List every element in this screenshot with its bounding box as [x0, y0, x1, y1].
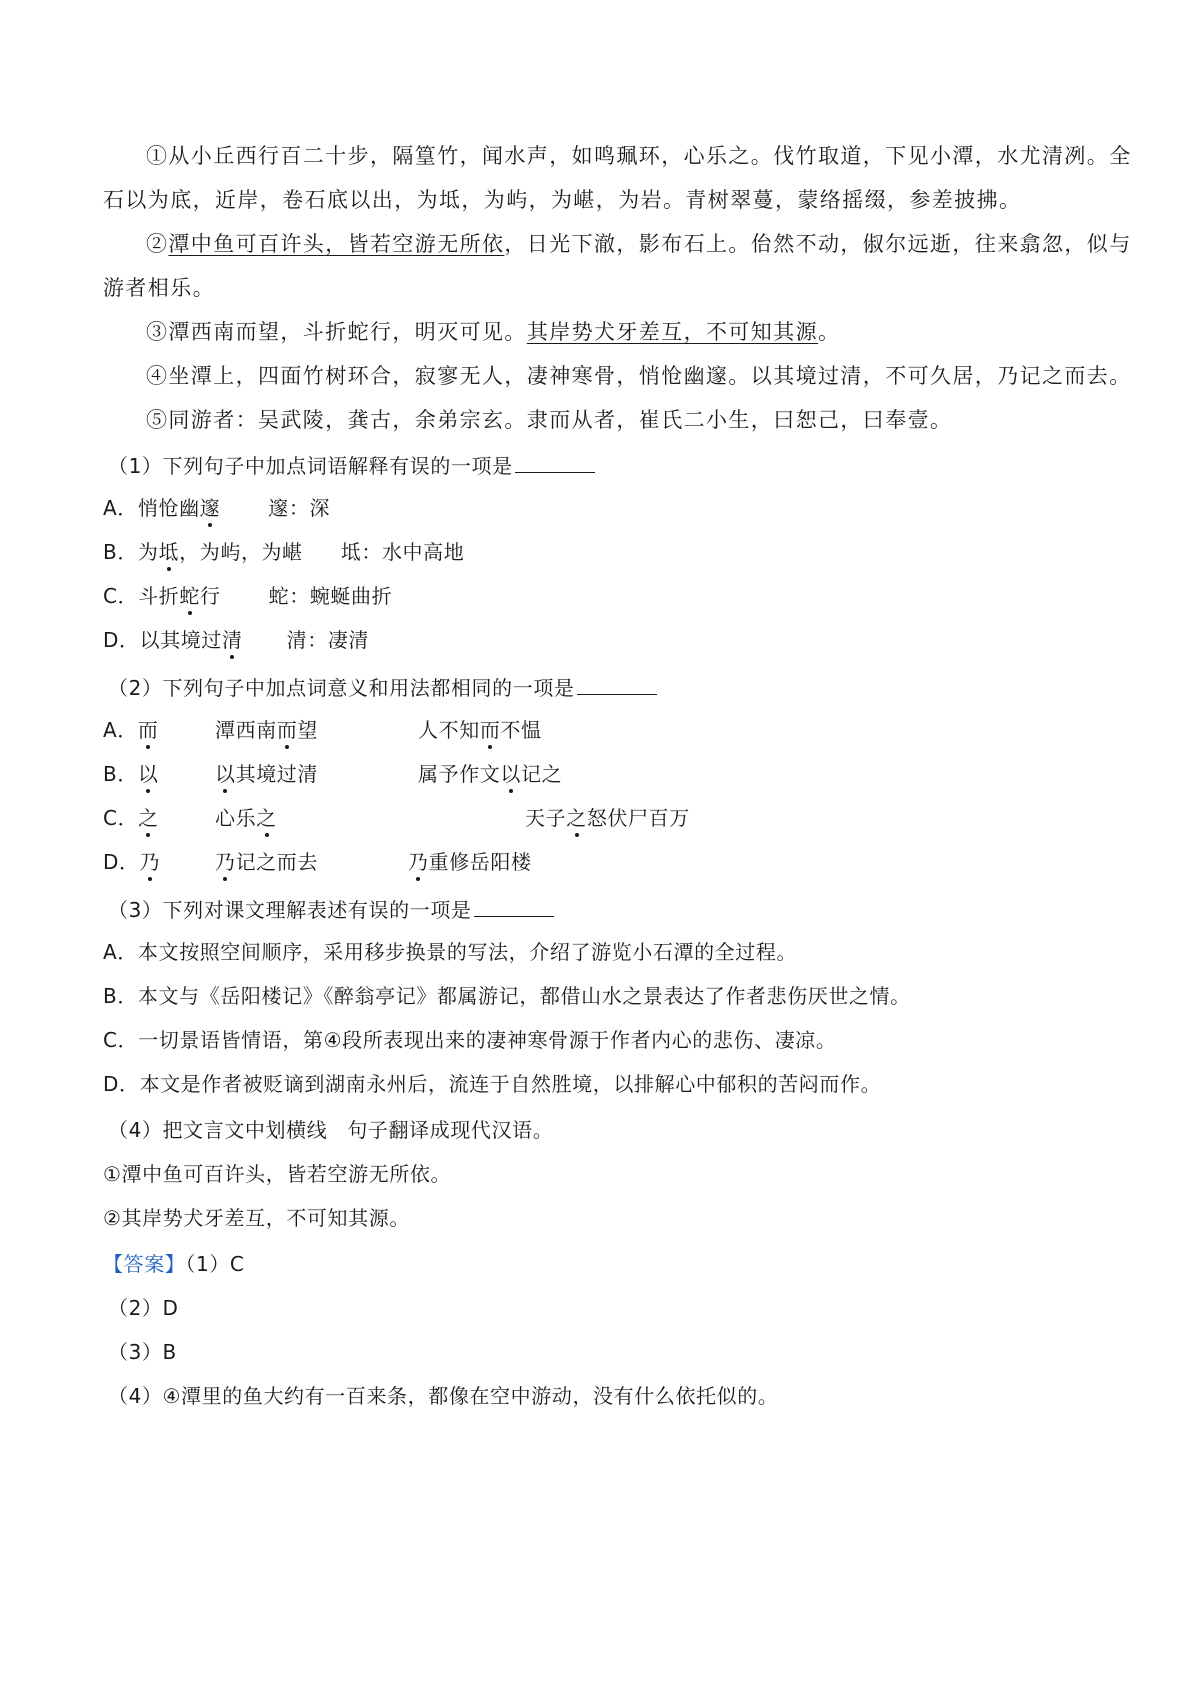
- q2-c-sentence2: [525, 804, 690, 832]
- passage-p4: ④坐潭上，四面竹树环合，寂寥无人，凄神寒骨，悄怆幽邃。以其境过清，不可久居，乃记之而去。: [146, 364, 1132, 388]
- option-text: 记之: [521, 762, 563, 786]
- dotted-word: 清: [222, 628, 243, 652]
- option-text: 心乐: [215, 806, 257, 830]
- option-gloss: 坻：水中高地: [340, 540, 465, 564]
- option-text: 人不知: [418, 718, 480, 742]
- q3-stem-text: （3）下列对课文理解表述有误的一项是: [108, 898, 472, 922]
- q2-b-sentence2: [418, 760, 562, 788]
- q2-stem: [108, 674, 657, 702]
- q1-option-c: [103, 582, 392, 610]
- dotted-word: 以: [137, 762, 159, 786]
- q2-option-b: [103, 760, 159, 788]
- para-number: ②: [146, 232, 169, 256]
- dotted-word: 之: [256, 806, 277, 830]
- q1-option-b: [103, 538, 464, 566]
- q2-a-sentence2: [418, 716, 542, 744]
- option-text: B．为: [103, 540, 159, 564]
- dotted-word: 蛇: [179, 584, 200, 608]
- option-gloss: 清：凄清: [286, 628, 370, 652]
- q4-sentence-1: ①潭中鱼可百许头，皆若空游无所依。: [103, 1162, 452, 1186]
- option-text: A．悄怆幽: [103, 496, 200, 520]
- q3-option-d: D．本文是作者被贬谪到湖南永州后，流连于自然胜境，以排解心中郁积的苦闷而作。: [103, 1072, 882, 1096]
- answer-blank: [474, 896, 554, 917]
- dotted-word: 以: [500, 762, 522, 786]
- passage-p5: ⑤同游者：吴武陵，龚古，余弟宗玄。隶而从者，崔氏二小生，曰恕己，曰奉壹。: [146, 408, 953, 432]
- option-label: A．: [103, 718, 138, 742]
- answer-blank: [515, 452, 595, 473]
- passage-p2-line2: 游者相乐。: [103, 276, 215, 300]
- option-text: 潭西南: [215, 718, 277, 742]
- option-text: 怒伏尸百万: [586, 806, 690, 830]
- answer-line-4: （4）④潭里的鱼大约有一百来条，都像在空中游动，没有什么依托似的。: [108, 1384, 779, 1408]
- dotted-word: 而: [137, 718, 159, 742]
- answer-blank: [577, 674, 657, 695]
- q4-stem-text: （4）把文言文中划横线: [108, 1118, 328, 1142]
- answer-text: （1）C: [185, 1252, 245, 1276]
- passage-p2-line1: [146, 230, 1132, 258]
- dotted-word: 乃: [215, 850, 236, 874]
- q4-stem-text: 句子翻译成现代汉语。: [347, 1118, 554, 1142]
- q1-stem: [108, 452, 595, 480]
- dotted-word: 乃: [408, 850, 429, 874]
- dotted-word: 之: [138, 806, 159, 830]
- option-text: ，为屿，为嵁: [179, 540, 303, 564]
- option-text: 重修岳阳楼: [428, 850, 532, 874]
- q1-stem-text: （1）下列句子中加点词语解释有误的一项是: [108, 454, 513, 478]
- option-text: C．斗折: [103, 584, 180, 608]
- q2-d-sentence2: [408, 848, 532, 876]
- option-gloss: 邃：深: [268, 496, 331, 520]
- option-text: 天子: [525, 806, 567, 830]
- dotted-word: 乃: [139, 850, 161, 874]
- q3-stem: [108, 896, 554, 924]
- underlined-sentence-1: 潭中鱼可百许头，皆若空游无所依: [168, 232, 505, 256]
- dotted-word: 坻: [158, 540, 180, 564]
- q3-option-c: C．一切景语皆情语，第④段所表现出来的凄神寒骨源于作者内心的悲伤、凄凉。: [103, 1028, 837, 1052]
- dotted-word: 邃: [199, 496, 221, 520]
- passage-text: 。: [818, 320, 841, 344]
- passage-p3: [146, 318, 840, 346]
- passage-p1-line2: 石以为底，近岸，卷石底以出，为坻，为屿，为嵁，为岩。青树翠蔓，蒙络摇缀，参差披拂。: [103, 188, 1022, 212]
- q2-a-sentence1: [215, 716, 318, 744]
- option-text: D．以其境过: [103, 628, 223, 652]
- q4-sentence-2: ②其岸势犬牙差互，不可知其源。: [103, 1206, 410, 1230]
- answer-line-3: （3）B: [108, 1340, 177, 1364]
- answer-line-2: （2）D: [108, 1296, 179, 1320]
- q3-option-a: A．本文按照空间顺序，采用移步换景的写法，介绍了游览小石潭的全过程。: [103, 940, 798, 964]
- option-text: 行: [199, 584, 221, 608]
- option-label: B．: [103, 762, 138, 786]
- passage-p1-line1: ①从小丘西行百二十步，隔篁竹，闻水声，如鸣珮环，心乐之。伐竹取道，下见小潭，水尤清冽。全: [146, 144, 1132, 168]
- underlined-sentence-2: 其岸势犬牙差互，不可知其源: [526, 320, 819, 344]
- dotted-word: 以: [215, 762, 236, 786]
- q2-stem-text: （2）下列句子中加点词意义和用法都相同的一项是: [108, 676, 575, 700]
- option-text: 其境过清: [235, 762, 319, 786]
- q2-option-a: [103, 716, 159, 744]
- q1-option-d: [103, 626, 369, 654]
- answer-line-1: [103, 1250, 245, 1278]
- q2-option-d: [103, 848, 160, 876]
- dotted-word: 而: [479, 718, 501, 742]
- q2-c-sentence1: [215, 804, 277, 832]
- q3-option-b: B．本文与《岳阳楼记》《醉翁亭记》都属游记，都借山水之景表达了作者悲伤厌世之情。: [103, 984, 911, 1008]
- passage-text: ③潭西南而望，斗折蛇行，明灭可见。: [146, 320, 527, 344]
- passage-text: ，日光下澈，影布石上。佁然不动，俶尔远逝，往来翕忽，似与: [504, 232, 1132, 256]
- q1-option-a: [103, 494, 330, 522]
- q2-b-sentence1: [215, 760, 318, 788]
- q2-option-c: [103, 804, 159, 832]
- q2-d-sentence1: [215, 848, 318, 876]
- option-text: 属予作文: [418, 762, 501, 786]
- option-text: 记之而去: [235, 850, 319, 874]
- option-label: D．: [103, 850, 140, 874]
- option-text: 不愠: [500, 718, 542, 742]
- dotted-word: 而: [276, 718, 298, 742]
- q4-stem: [108, 1116, 553, 1144]
- answer-tag: 【答案】: [103, 1252, 186, 1276]
- option-gloss: 蛇：蜿蜒曲折: [268, 584, 393, 608]
- dotted-word: 之: [566, 806, 587, 830]
- option-text: 望: [297, 718, 319, 742]
- option-label: C．: [103, 806, 139, 830]
